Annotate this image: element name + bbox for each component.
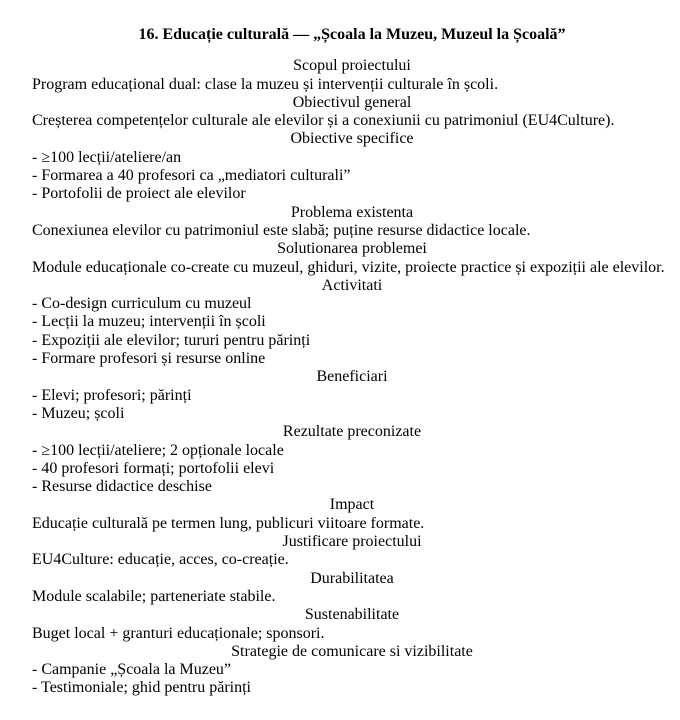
list-item-line: - Resurse didactice deschise bbox=[32, 478, 212, 496]
list-item-line: - Muzeu; școli bbox=[32, 404, 125, 422]
section-heading: Beneficiari bbox=[316, 368, 388, 386]
paragraph-line: Module educaționale co-create cu muzeul, ghiduri, vizite, proiecte practice și expoziții ale elevilor. bbox=[32, 258, 665, 276]
document-title: 16. Educație culturală — „Școala la Muzeu, Muzeul la Școală” bbox=[138, 26, 566, 43]
paragraph-line: Program educațional dual: clase la muzeu și intervenții culturale în școli. bbox=[32, 75, 499, 93]
section-heading: Sustenabilitate bbox=[304, 606, 400, 624]
section-heading: Impact bbox=[329, 496, 375, 514]
document-body bbox=[32, 57, 672, 697]
list-item-line: - 40 profesori formați; portofolii elevi bbox=[32, 459, 275, 477]
section-heading: Problema existenta bbox=[290, 203, 414, 221]
paragraph-line: Conexiunea elevilor cu patrimoniul este slabă; puține resurse didactice locale. bbox=[32, 221, 531, 239]
section-heading: Activitati bbox=[321, 276, 383, 294]
list-item-line: - Elevi; profesori; părinți bbox=[32, 386, 192, 404]
list-item-line: - Testimoniale; ghid pentru părinți bbox=[32, 679, 251, 697]
section-heading: Obiective specifice bbox=[290, 130, 414, 148]
list-item-line: - Expoziții ale elevilor; tururi pentru părinți bbox=[32, 331, 311, 349]
list-item-line: - Formarea a 40 profesori ca „mediatori culturali” bbox=[32, 167, 351, 185]
paragraph-line: Creșterea competențelor culturale ale elevilor și a conexiunii cu patrimoniul (EU4Culture). bbox=[32, 112, 615, 130]
paragraph-line: Module scalabile; parteneriate stabile. bbox=[32, 587, 276, 605]
section-heading: Durabilitatea bbox=[310, 569, 394, 587]
section-heading: Justificare proiectului bbox=[282, 533, 422, 551]
list-item-line: - Formare profesori și resurse online bbox=[32, 350, 266, 368]
section-heading: Scopul proiectului bbox=[293, 57, 411, 75]
paragraph-line: Buget local + granturi educaționale; sponsori. bbox=[32, 624, 325, 642]
section-heading: Obiectivul general bbox=[292, 93, 412, 111]
section-heading: Solutionarea problemei bbox=[277, 240, 427, 258]
paragraph-line: EU4Culture: educație, acces, co-creație. bbox=[32, 551, 289, 569]
list-item-line: - Co-design curriculum cu muzeul bbox=[32, 295, 252, 313]
list-item-line: - ≥100 lecții/ateliere/an bbox=[32, 148, 182, 166]
list-item-line: - Campanie „Școala la Muzeu” bbox=[32, 661, 232, 679]
list-item-line: - Portofolii de proiect ale elevilor bbox=[32, 185, 246, 203]
section-heading: Strategie de comunicare si vizibilitate bbox=[231, 642, 473, 660]
list-item-line: - Lecții la muzeu; intervenții în școli bbox=[32, 313, 266, 331]
section-heading: Rezultate preconizate bbox=[282, 423, 422, 441]
list-item-line: - ≥100 lecții/ateliere; 2 opționale locale bbox=[32, 441, 284, 459]
paragraph-line: Educație culturală pe termen lung, publicuri viitoare formate. bbox=[32, 514, 425, 532]
